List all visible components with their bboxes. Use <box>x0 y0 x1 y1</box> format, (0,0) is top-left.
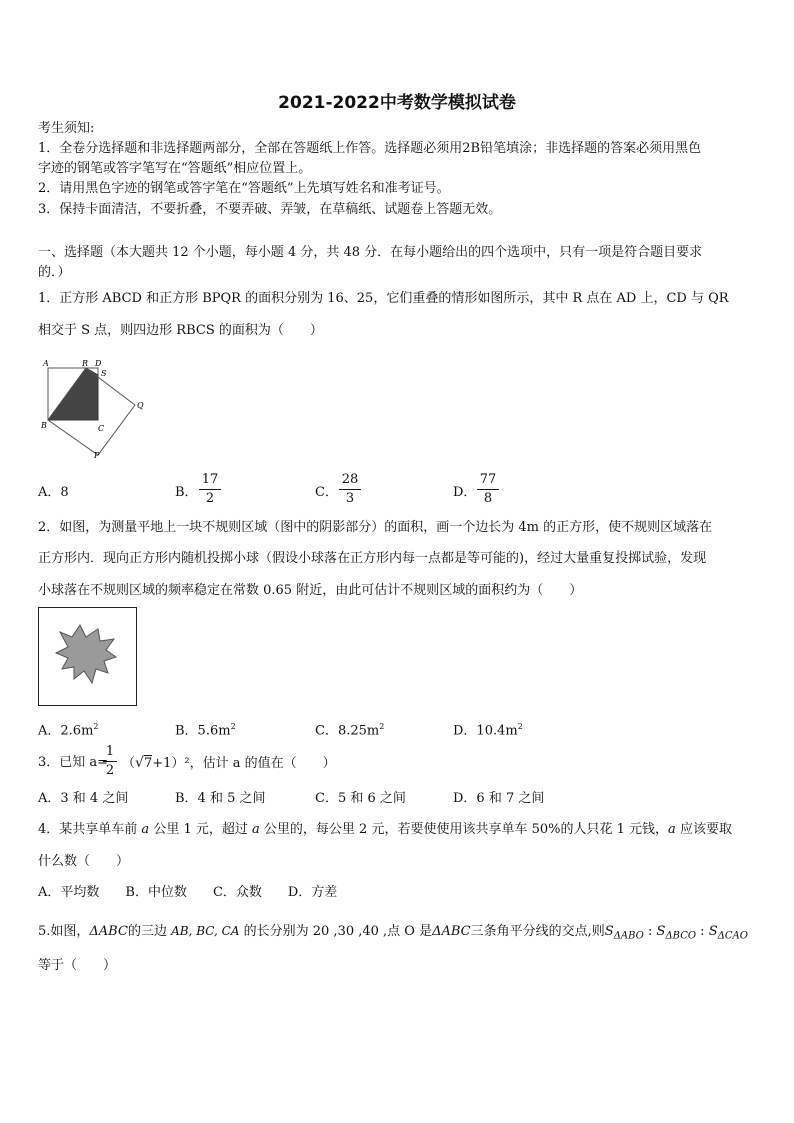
q2-option-b: B．$5.6m^2$ <box>175 722 236 739</box>
q2-text: 2．如图，为测量平地上一块不规则区域（图中的阴影部分）的面积，画一个边长为 4m 的正方形，使不规则区域落在 <box>38 520 713 535</box>
q2-option-c: C．$8.25m^2$ <box>315 722 385 739</box>
q1-option-d: D． <box>453 485 477 500</box>
notice-line: 3．保持卡面清洁，不要折叠，不要弄破、弄皱，在草稿纸、试题卷上答题无效。 <box>38 202 502 217</box>
label-s: S <box>101 369 107 378</box>
numerator: 77 <box>479 472 497 487</box>
q3-prefix: 3．已知 a= <box>38 755 109 770</box>
q5-text: 5.如图，ΔABC的三边 AB, BC, CA 的长分别为 20 ,30 ,40 ,点 O 是ΔABC三条角平分线的交点,则$S_{\Delta ABO}$ : $S_{\Delta BCO}$ : $S_{\Delta CAO}$ <box>38 924 748 942</box>
shaded-quadrilateral <box>48 368 98 420</box>
notice-heading: 考生须知: <box>38 121 95 136</box>
page-title: 2021-2022中考数学模拟试卷 <box>278 93 516 113</box>
denominator: 2 <box>105 763 115 778</box>
section-heading: 一、选择题（本大题共 12 个小题，每小题 4 分，共 48 分．在每小题给出的四个选项中，只有一项是符合题目要求 <box>38 245 703 260</box>
q1-option-a: A．8 <box>38 485 69 500</box>
q1-option-c: C． <box>315 485 338 500</box>
denominator: 8 <box>483 491 493 506</box>
numerator: 1 <box>105 744 115 759</box>
numerator: 28 <box>341 472 359 487</box>
q3-option-a: A．3 和 4 之间 <box>38 791 129 806</box>
label-q: Q <box>137 401 144 410</box>
q1-text-cont: 相交于 S 点，则四边形 RBCS 的面积为（ ） <box>38 323 323 338</box>
q1-figure <box>38 355 148 461</box>
q3-option-b: B．4 和 5 之间 <box>175 791 266 806</box>
q4-text: 4．某共享单车前 a 公里 1 元，超过 a 公里的，每公里 2 元，若要使使用该共享单车 50%的人只花 1 元钱，a 应该要取 <box>38 822 732 837</box>
label-d: D <box>95 359 102 368</box>
denominator: 3 <box>345 491 355 506</box>
q3-fraction <box>103 744 117 779</box>
q1-option-b-fraction <box>199 472 221 507</box>
notice-line: 1．全卷分选择题和非选择题两部分，全部在答题纸上作答。选择题必须用2B铅笔填涂；非选择题的答案必须用黑色 <box>38 141 702 156</box>
q2-option-d: D．$10.4m^2$ <box>453 722 523 739</box>
label-p: P <box>94 451 100 460</box>
q2-text-cont: 正方形内．现向正方形内随机投掷小球（假设小球落在正方形内每一点都是等可能的)，经过大量重复投掷试验，发现 <box>38 551 707 566</box>
notice-line: 字迹的钢笔或答字笔写在“答题纸”相应位置上。 <box>38 161 312 176</box>
label-a: A <box>43 359 49 368</box>
q2-figure <box>38 607 138 707</box>
q3-option-d: D．6 和 7 之间 <box>453 791 545 806</box>
label-r: R <box>82 359 89 368</box>
q1-option-d-fraction <box>477 472 499 507</box>
label-c: C <box>98 424 105 433</box>
irregular-region <box>56 625 116 683</box>
q4-text-cont: 什么数（ ） <box>38 854 130 869</box>
denominator: 2 <box>205 491 215 506</box>
q2-text-cont: 小球落在不规则区域的频率稳定在常数 0.65 附近，由此可估计不规则区域的面积约为（ ） <box>38 583 583 598</box>
label-b: B <box>41 421 47 430</box>
section-heading-cont: 的．） <box>38 265 71 280</box>
q1-option-c-fraction <box>339 472 361 507</box>
numerator: 17 <box>201 472 219 487</box>
q1-option-b: B． <box>175 485 198 500</box>
q3-option-c: C．5 和 6 之间 <box>315 791 406 806</box>
q5-text-cont: 等于（ ） <box>38 958 117 973</box>
q2-option-a: A．$2.6m^2$ <box>38 722 99 739</box>
q3-expression: （√7+1）²，估计 a 的值在（ ） <box>122 755 336 771</box>
q4-options: A．平均数 B．中位数 C．众数 D．方差 <box>38 885 338 900</box>
notice-line: 2．请用黑色字迹的钢笔或答字笔在“答题纸”上先填写姓名和准考证号。 <box>38 181 450 196</box>
q1-text: 1．正方形 ABCD 和正方形 BPQR 的面积分别为 16、25，它们重叠的情形如图所示，其中 R 点在 AD 上，CD 与 QR <box>38 291 729 306</box>
